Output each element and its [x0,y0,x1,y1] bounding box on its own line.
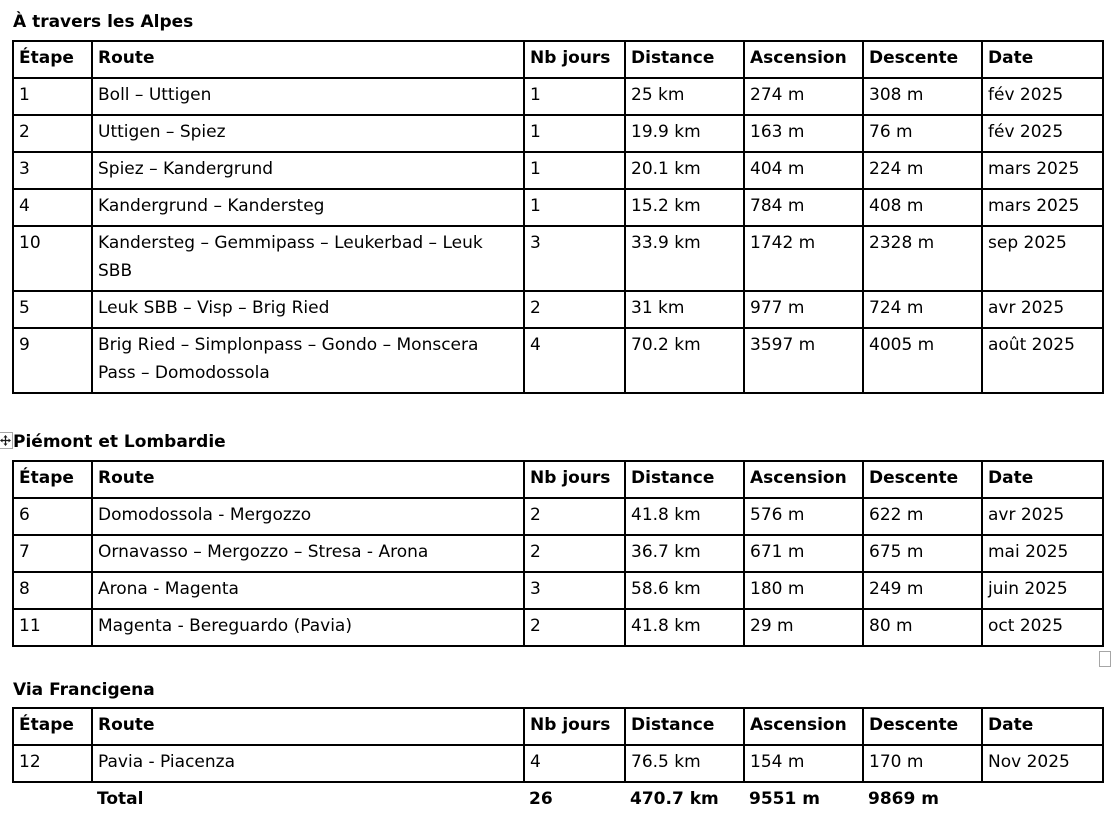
cell-distance[interactable]: 33.9 km [625,226,744,291]
cell-nb-jours[interactable]: 2 [524,498,625,535]
total-cell-ascension[interactable]: 9551 m [744,782,863,818]
cell-etape[interactable]: 8 [13,572,92,609]
cell-distance[interactable]: 41.8 km [625,498,744,535]
cell-nb-jours[interactable]: 2 [524,609,625,646]
cell-ascension[interactable]: 274 m [744,78,863,115]
table-row [13,78,1103,115]
cell-descente[interactable]: 4005 m [863,328,982,393]
cell-nb-jours[interactable]: 3 [524,572,625,609]
section-title[interactable]: À travers les Alpes [13,12,194,32]
cell-date[interactable]: avr 2025 [982,498,1103,535]
table-row [13,328,1103,393]
cell-etape[interactable]: 12 [13,745,92,782]
cell-descente[interactable]: 2328 m [863,226,982,291]
cell-ascension[interactable]: 576 m [744,498,863,535]
cell-date[interactable]: mars 2025 [982,152,1103,189]
cell-route[interactable]: Pavia - Piacenza [92,745,524,782]
total-cell-etape[interactable] [13,782,92,818]
table-row [13,572,1103,609]
table-row [13,115,1103,152]
section-a-travers-les-alpes [12,12,1111,394]
cell-date[interactable]: juin 2025 [982,572,1103,609]
cell-date[interactable]: fév 2025 [982,115,1103,152]
cell-distance[interactable]: 76.5 km [625,745,744,782]
cell-date[interactable]: août 2025 [982,328,1103,393]
cell-route[interactable]: Leuk SBB – Visp – Brig Ried [92,291,524,328]
column-header-date[interactable]: Date [982,461,1103,498]
cell-route[interactable]: Kandersteg – Gemmipass – Leukerbad – Leuk SBB [92,226,524,291]
cell-route[interactable]: Spiez – Kandergrund [92,152,524,189]
column-header-ascension[interactable]: Ascension [744,461,863,498]
cell-distance[interactable]: 19.9 km [625,115,744,152]
cell-etape[interactable]: 1 [13,78,92,115]
cell-distance[interactable]: 41.8 km [625,609,744,646]
cell-ascension[interactable]: 671 m [744,535,863,572]
cell-descente[interactable]: 80 m [863,609,982,646]
total-row [13,782,1103,818]
cell-ascension[interactable]: 3597 m [744,328,863,393]
cell-etape[interactable]: 3 [13,152,92,189]
cell-descente[interactable]: 170 m [863,745,982,782]
cell-nb-jours[interactable]: 4 [524,745,625,782]
table-row [13,152,1103,189]
column-header-ascension[interactable]: Ascension [744,41,863,78]
column-header-distance[interactable]: Distance [625,41,744,78]
cell-nb-jours[interactable]: 2 [524,535,625,572]
cell-etape[interactable]: 5 [13,291,92,328]
doc-table [12,707,1104,818]
header-row [13,41,1103,78]
cell-etape[interactable]: 4 [13,189,92,226]
cell-etape[interactable]: 6 [13,498,92,535]
cell-nb-jours[interactable]: 1 [524,189,625,226]
cell-descente[interactable]: 675 m [863,535,982,572]
column-header-descente[interactable]: Descente [863,41,982,78]
cell-ascension[interactable]: 784 m [744,189,863,226]
column-header-descente[interactable]: Descente [863,461,982,498]
cell-date[interactable]: avr 2025 [982,291,1103,328]
cell-date[interactable]: mai 2025 [982,535,1103,572]
column-header-etape[interactable]: Étape [13,41,92,78]
cell-route[interactable]: Brig Ried – Simplonpass – Gondo – Monscera Pass – Domodossola [92,328,524,393]
column-header-nb-jours[interactable]: Nb jours [524,461,625,498]
cell-descente[interactable]: 308 m [863,78,982,115]
cell-descente[interactable]: 249 m [863,572,982,609]
cell-nb-jours[interactable]: 1 [524,78,625,115]
cell-route[interactable]: Kandergrund – Kandersteg [92,189,524,226]
table-row [13,498,1103,535]
table-via-francigena [12,707,1102,818]
cell-nb-jours[interactable]: 1 [524,152,625,189]
cell-route[interactable]: Arona - Magenta [92,572,524,609]
column-header-ascension[interactable]: Ascension [744,708,863,745]
column-header-distance[interactable]: Distance [625,708,744,745]
cell-etape[interactable]: 7 [13,535,92,572]
table-row [13,291,1103,328]
table-resize-handle[interactable] [1099,651,1111,667]
cell-distance[interactable]: 25 km [625,78,744,115]
cell-distance[interactable]: 36.7 km [625,535,744,572]
table-row [13,535,1103,572]
column-header-date[interactable]: Date [982,708,1103,745]
cell-nb-jours[interactable]: 1 [524,115,625,152]
column-header-nb-jours[interactable]: Nb jours [524,708,625,745]
column-header-route[interactable]: Route [92,461,524,498]
cell-descente[interactable]: 408 m [863,189,982,226]
column-header-nb-jours[interactable]: Nb jours [524,41,625,78]
cell-distance[interactable]: 20.1 km [625,152,744,189]
cell-date[interactable]: Nov 2025 [982,745,1103,782]
cell-route[interactable]: Domodossola - Mergozzo [92,498,524,535]
cell-ascension[interactable]: 1742 m [744,226,863,291]
column-header-distance[interactable]: Distance [625,461,744,498]
total-cell-distance[interactable]: 470.7 km [625,782,744,818]
header-row [13,461,1103,498]
cell-descente[interactable]: 224 m [863,152,982,189]
cell-route[interactable]: Ornavasso – Mergozzo – Stresa - Arona [92,535,524,572]
header-row [13,708,1103,745]
total-cell-descente[interactable]: 9869 m [863,782,982,818]
table-piemont-et-lombardie [12,460,1102,647]
cell-ascension[interactable]: 977 m [744,291,863,328]
column-header-descente[interactable]: Descente [863,708,982,745]
column-header-date[interactable]: Date [982,41,1103,78]
cell-route[interactable]: Magenta - Bereguardo (Pavia) [92,609,524,646]
section-via-francigena [12,680,1111,818]
table-row [13,609,1103,646]
cell-nb-jours[interactable]: 3 [524,226,625,291]
cell-nb-jours[interactable]: 2 [524,291,625,328]
cell-descente[interactable]: 76 m [863,115,982,152]
table-row [13,189,1103,226]
column-header-etape[interactable]: Étape [13,708,92,745]
doc-table [12,40,1104,394]
cell-nb-jours[interactable]: 4 [524,328,625,393]
cell-date[interactable]: sep 2025 [982,226,1103,291]
doc-table [12,460,1104,647]
cell-descente[interactable]: 724 m [863,291,982,328]
table-a-travers-les-alpes [12,40,1102,394]
cell-ascension[interactable]: 154 m [744,745,863,782]
cell-ascension[interactable]: 404 m [744,152,863,189]
cell-route[interactable]: Boll – Uttigen [92,78,524,115]
cell-ascension[interactable]: 180 m [744,572,863,609]
section-title[interactable]: Piémont et Lombardie [13,432,1111,453]
cell-distance[interactable]: 31 km [625,291,744,328]
cell-ascension[interactable]: 163 m [744,115,863,152]
cell-etape[interactable]: 9 [13,328,92,393]
cell-route[interactable]: Uttigen – Spiez [92,115,524,152]
column-header-route[interactable]: Route [92,708,524,745]
cell-distance[interactable]: 15.2 km [625,189,744,226]
total-cell-date[interactable] [982,782,1103,818]
section-title[interactable]: Via Francigena [13,680,155,700]
cell-etape[interactable]: 2 [13,115,92,152]
column-header-route[interactable]: Route [92,41,524,78]
table-move-handle-icon[interactable] [0,432,13,449]
cell-date[interactable]: mars 2025 [982,189,1103,226]
cell-distance[interactable]: 58.6 km [625,572,744,609]
cell-date[interactable]: oct 2025 [982,609,1103,646]
cell-descente[interactable]: 622 m [863,498,982,535]
cell-date[interactable]: fév 2025 [982,78,1103,115]
cell-etape[interactable]: 11 [13,609,92,646]
section-piemont-et-lombardie [12,432,1111,647]
column-header-etape[interactable]: Étape [13,461,92,498]
total-cell-route[interactable]: Total [92,782,524,818]
cell-ascension[interactable]: 29 m [744,609,863,646]
total-cell-nb-jours[interactable]: 26 [524,782,625,818]
table-row [13,745,1103,782]
cell-distance[interactable]: 70.2 km [625,328,744,393]
cell-etape[interactable]: 10 [13,226,92,291]
table-row [13,226,1103,291]
